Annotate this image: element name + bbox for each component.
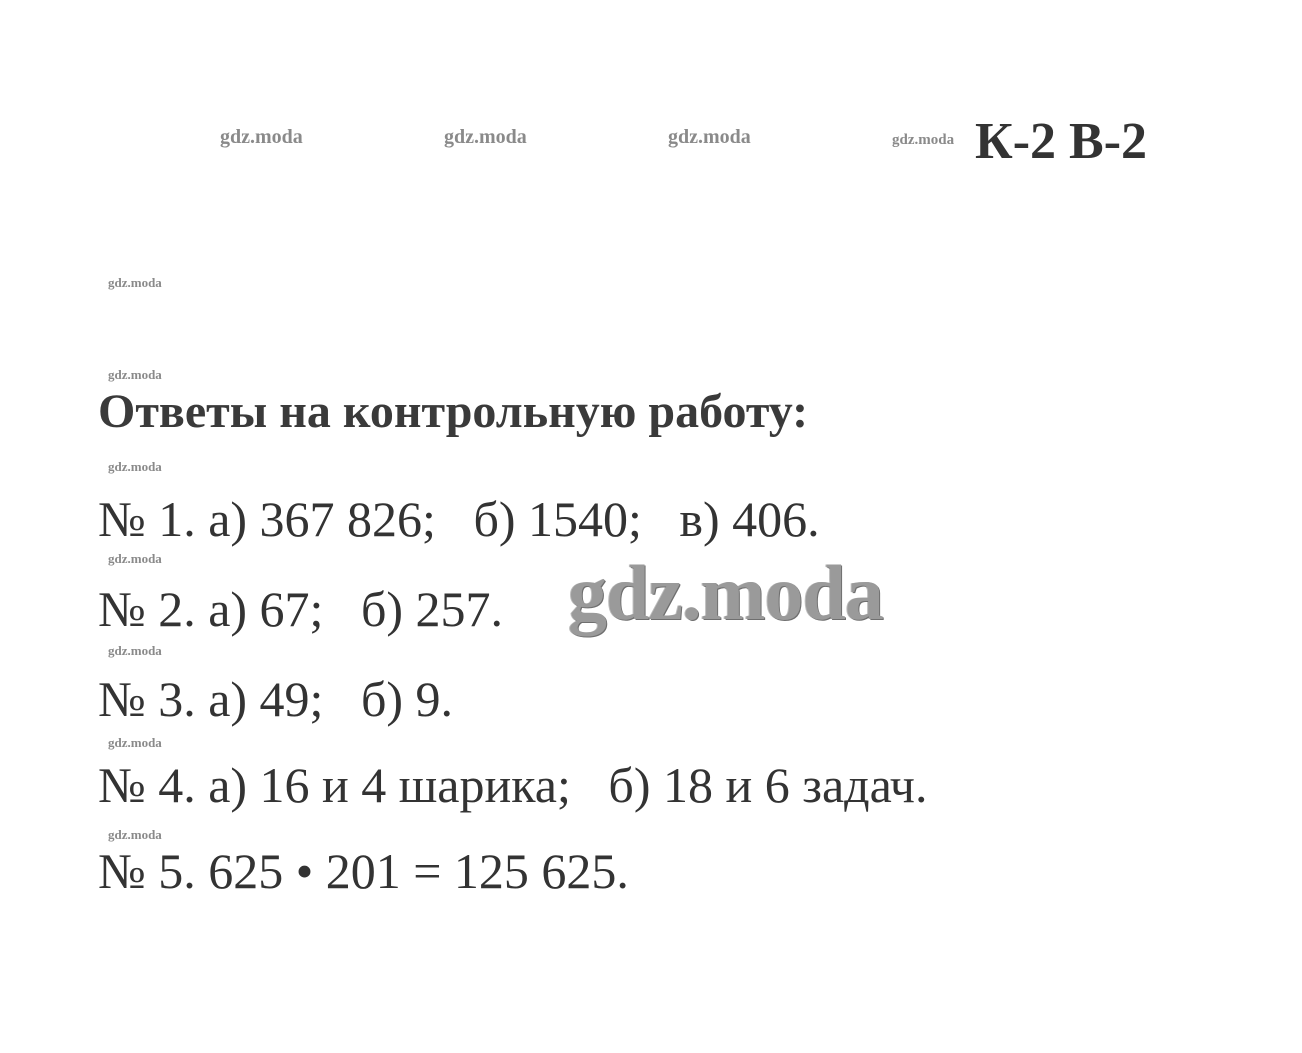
page-title: Ответы на контрольную работу: — [98, 385, 809, 438]
answer-line-5: № 5. 625 • 201 = 125 625. — [98, 843, 629, 899]
watermark-small-2: gdz.moda — [108, 367, 162, 382]
watermark-small-4: gdz.moda — [108, 551, 162, 566]
watermark-small-5: gdz.moda — [108, 643, 162, 658]
answer-line-1: № 1. а) 367 826; б) 1540; в) 406. — [98, 491, 820, 547]
variant-code: К-2 В-2 — [975, 113, 1148, 170]
watermark-small-1: gdz.moda — [108, 275, 162, 290]
answer-line-4: № 4. а) 16 и 4 шарика; б) 18 и 6 задач. — [98, 757, 928, 813]
watermark-small-3: gdz.moda — [108, 459, 162, 474]
watermark-small-7: gdz.moda — [108, 827, 162, 842]
answer-line-3: № 3. а) 49; б) 9. — [98, 671, 454, 727]
watermark-logo-2: gdz.moda — [444, 126, 527, 148]
watermark-logo-3: gdz.moda — [668, 126, 751, 148]
watermark-large: gdz.moda — [568, 549, 883, 636]
answer-line-2: № 2. а) 67; б) 257. — [98, 581, 504, 637]
watermark-logo-1: gdz.moda — [220, 126, 303, 148]
watermark-logo-4: gdz.moda — [892, 132, 955, 148]
watermark-small-6: gdz.moda — [108, 735, 162, 750]
